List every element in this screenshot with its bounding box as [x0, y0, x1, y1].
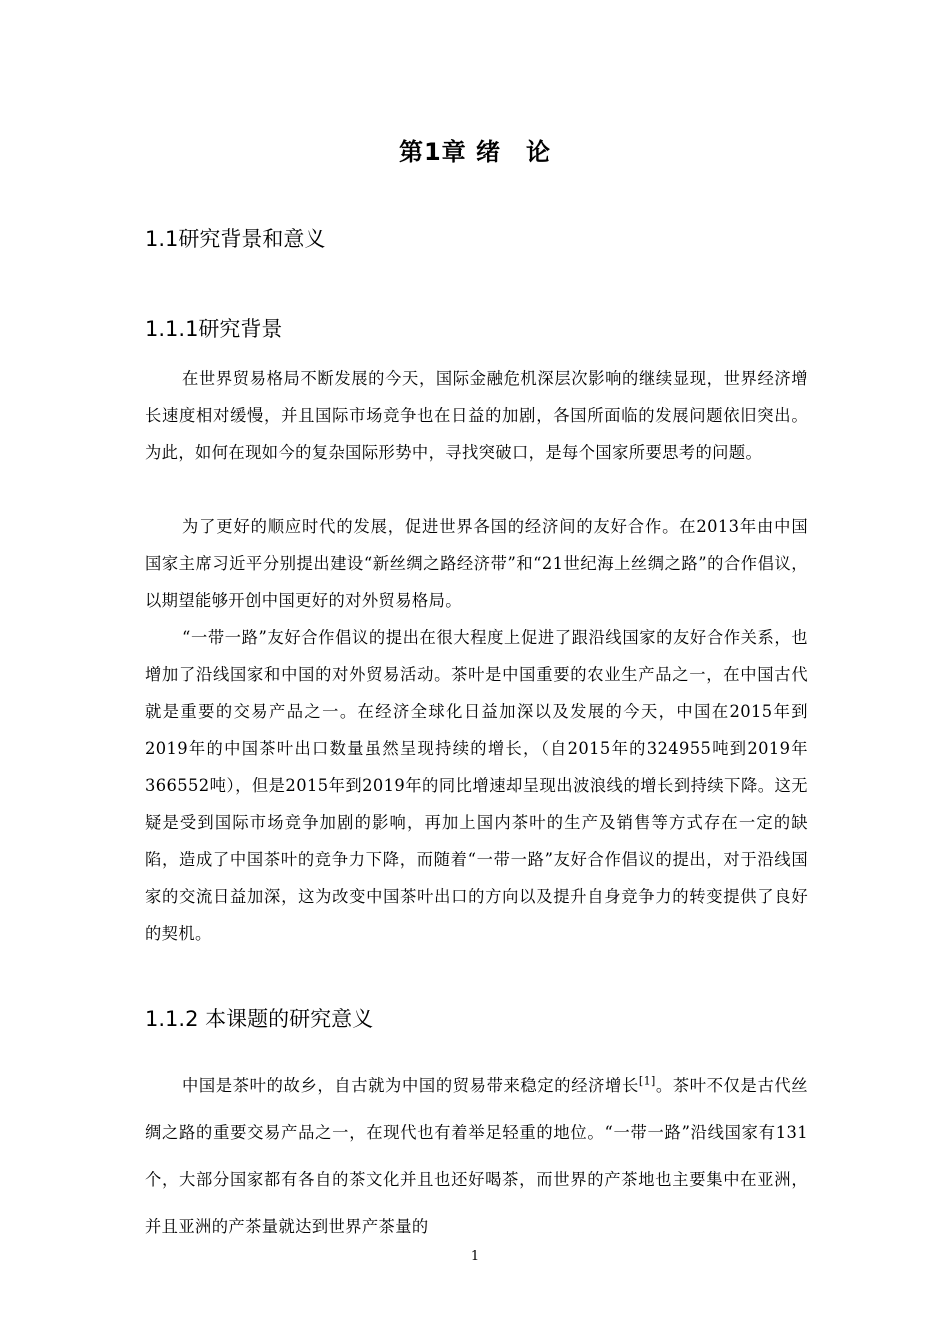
page-number: 1 — [470, 1249, 480, 1264]
section-heading: 1.1研究背景和意义 — [145, 227, 326, 251]
paragraph-3: “一带一路”友好合作倡议的提出在很大程度上促进了跟沿线国家的友好合作关系，也增加了沿线国家和中国的对外贸易活动。茶叶是中国重要的农业生产品之一，在中国古代就是重要的交易产品之一。在经济全球化日益加深以及发展的今天，中国在2015年到2019年的中国茶叶出口数量虽然呈现持续的增长，（自2015年的324955吨到2019年366552吨），但是2015年到2019年的同比增速却呈现出波浪线的增长到持续下降。这无疑是受到国际市场竞争加剧的影响，再加上国内茶叶的生产及销售等方式存在一定的缺陷，造成了中国茶叶的竞争力下降，而随着“一带一路”友好合作倡议的提出，对于沿线国家的交流日益加深，这为改变中国茶叶出口的方向以及提升自身竞争力的转变提供了良好的契机。 — [145, 628, 808, 943]
paragraph-1: 在世界贸易格局不断发展的今天，国际金融危机深层次影响的继续显现，世界经济增长速度相对缓慢，并且国际市场竞争也在日益的加剧，各国所面临的发展问题依旧突出。为此，如何在现如今的复杂国际形势中，寻找突破口，是每个国家所要思考的问题。 — [145, 369, 808, 462]
citation-reference[interactable]: [1] — [638, 1074, 656, 1088]
subsection-heading-significance: 1.1.2 本课题的研究意义 — [145, 1007, 374, 1031]
subsection-heading-background: 1.1.1研究背景 — [145, 317, 283, 341]
chapter-title: 第1章 绪 论 — [398, 138, 552, 166]
paragraph-4-text-start: 中国是茶叶的故乡，自古就为中国的贸易带来稳定的经济增长 — [182, 1076, 639, 1095]
paragraph-2: 为了更好的顺应时代的发展，促进世界各国的经济间的友好合作。在2013年由中国国家主席习近平分别提出建设“新丝绸之路经济带”和“21世纪海上丝绸之路”的合作倡议，以期望能够开创中国更好的对外贸易格局。 — [145, 517, 808, 610]
paragraph-4-text-end: 。茶叶不仅是古代丝绸之路的重要交易产品之一，在现代也有着举足轻重的地位。“一带一路”沿线国家有131个，大部分国家都有各自的茶文化并且也还好喝茶，而世界的产茶地也主要集中在亚洲，并且亚洲的产茶量就达到世界产茶量的 — [145, 1076, 808, 1236]
paragraph-4 — [145, 1062, 808, 1250]
